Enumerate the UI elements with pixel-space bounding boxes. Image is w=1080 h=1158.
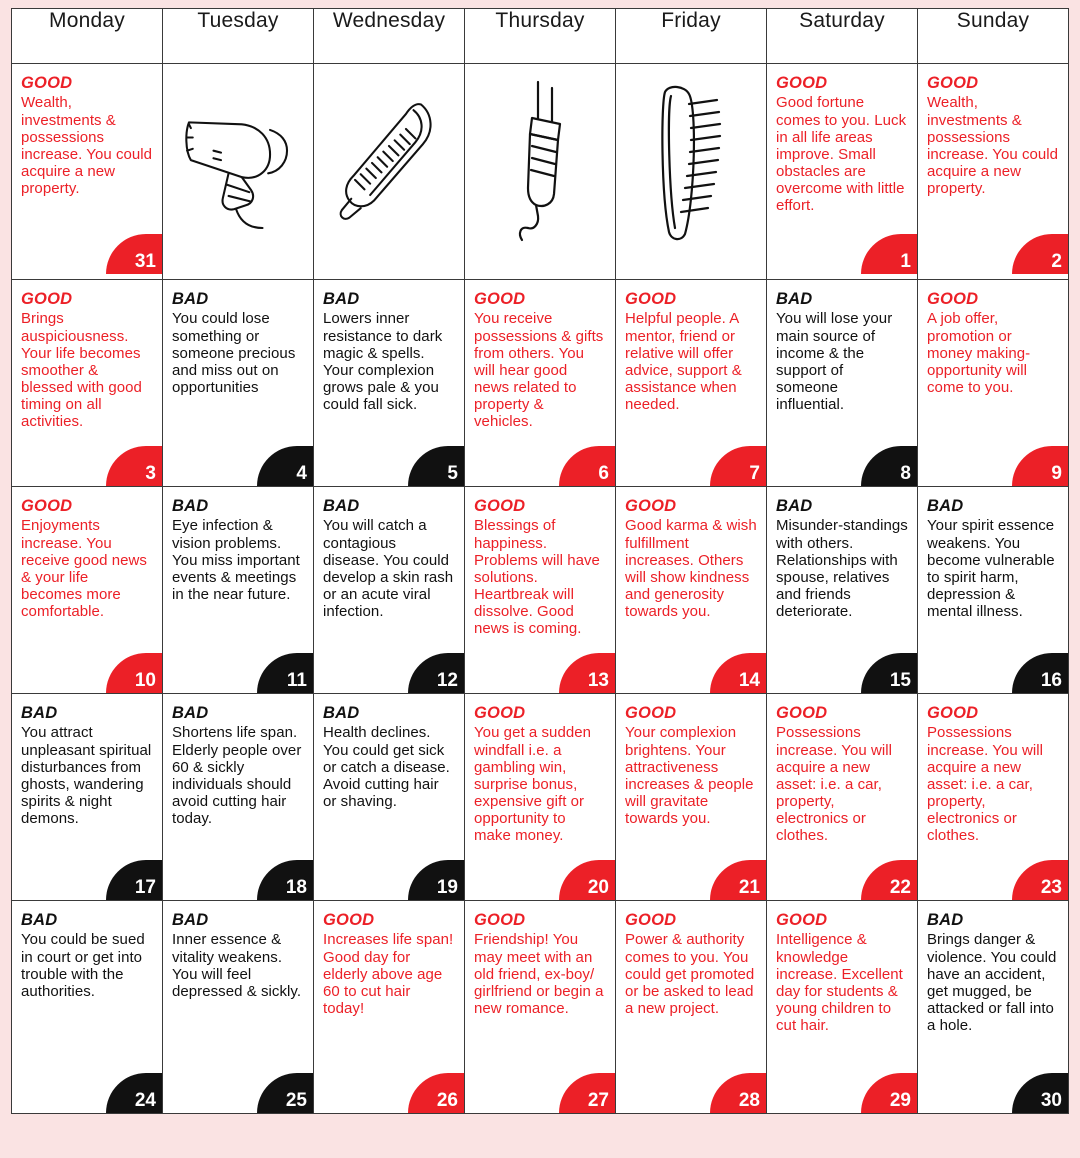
day-content [616, 487, 766, 693]
calendar-day-cell[interactable] [163, 64, 314, 280]
day-number: 6 [598, 463, 609, 484]
day-number: 1 [900, 251, 911, 272]
day-verdict: BAD [172, 911, 209, 929]
day-verdict: GOOD [474, 497, 526, 515]
day-verdict: GOOD [625, 497, 677, 515]
calendar-day-cell[interactable] [163, 694, 314, 901]
day-number-badge [1012, 860, 1068, 900]
day-content [314, 901, 464, 1113]
calendar-week-row [12, 280, 1069, 487]
day-verdict: BAD [172, 290, 209, 308]
calendar-day-cell[interactable] [767, 694, 918, 901]
day-description: Misunder-standings with others. Relationships with spouse, relatives and friends deteriorate. [776, 517, 908, 620]
day-number-badge [861, 1073, 917, 1113]
day-content [314, 694, 464, 900]
day-description: You could lose something or someone precious and miss out on opportunities [172, 310, 296, 396]
day-number-badge [257, 1073, 313, 1113]
day-number: 15 [889, 670, 911, 691]
day-description: Shortens life span. Elderly people over 60 & sickly individuals should avoid cutting hair today. [172, 724, 302, 827]
day-number: 24 [134, 1090, 156, 1111]
day-verdict: BAD [776, 290, 813, 308]
day-description: Good karma & wish fulfillment increases. Others will show kindness and generosity towards you. [625, 517, 757, 620]
day-content [465, 694, 615, 900]
day-content [163, 487, 313, 693]
day-number-badge [710, 1073, 766, 1113]
day-number-badge [408, 653, 464, 693]
calendar-week-row [12, 901, 1069, 1114]
day-content [12, 901, 162, 1113]
day-verdict: BAD [21, 911, 58, 929]
day-number-badge [106, 234, 162, 274]
day-verdict: GOOD [21, 74, 73, 92]
calendar-day-cell[interactable] [12, 694, 163, 901]
day-number-badge [861, 653, 917, 693]
calendar-day-cell[interactable] [12, 901, 163, 1114]
day-description: You attract unpleasant spiritual disturbances from ghosts, wandering spirits & night demons. [21, 724, 152, 827]
calendar-day-cell[interactable] [616, 694, 767, 901]
calendar-day-cell[interactable] [918, 694, 1069, 901]
day-number-badge [106, 653, 162, 693]
day-content [767, 901, 917, 1113]
day-number-badge [1012, 653, 1068, 693]
day-number: 7 [749, 463, 760, 484]
day-content [918, 694, 1068, 900]
day-description: Intelligence & knowledge increase. Excellent day for students & young children to cut hair. [776, 931, 903, 1034]
day-description: Eye infection & vision problems. You miss important events & meetings in the near future. [172, 517, 300, 603]
calendar-day-cell[interactable] [465, 64, 616, 280]
day-content [163, 694, 313, 900]
weekday-header-sunday: Sunday [918, 9, 1069, 64]
weekday-header-monday: Monday [12, 9, 163, 64]
calendar-day-cell[interactable] [616, 64, 767, 280]
curling-iron-icon [474, 74, 606, 249]
day-number-badge [710, 860, 766, 900]
day-description: Good fortune comes to you. Luck in all life areas improve. Small obstacles are overcome with little effort. [776, 94, 907, 215]
day-number: 18 [285, 877, 307, 898]
calendar-day-cell[interactable] [314, 64, 465, 280]
day-description: Enjoyments increase. You receive good news & your life becomes more comfortable. [21, 517, 147, 620]
day-verdict: BAD [172, 704, 209, 722]
day-verdict: BAD [323, 497, 360, 515]
calendar-day-cell[interactable] [616, 280, 767, 487]
day-description: Your spirit essence weakens. You become vulnerable to spirit harm, depression & mental illness. [927, 517, 1055, 620]
day-verdict: GOOD [474, 911, 526, 929]
calendar-day-cell[interactable] [465, 487, 616, 694]
day-description: Wealth, investments & possessions increase. You could acquire a new property. [21, 94, 153, 197]
day-content [465, 64, 615, 279]
hair-dryer-icon [172, 74, 304, 249]
day-content [465, 280, 615, 486]
day-number-badge [257, 653, 313, 693]
day-number-badge [559, 446, 615, 486]
day-number: 12 [436, 670, 458, 691]
day-verdict: BAD [776, 497, 813, 515]
calendar-day-cell[interactable] [918, 487, 1069, 694]
day-content [163, 64, 313, 279]
day-number: 21 [738, 877, 760, 898]
day-verdict: BAD [21, 704, 58, 722]
day-description: Power & authority comes to you. You could get promoted or be asked to lead a new project. [625, 931, 755, 1017]
day-content [12, 487, 162, 693]
day-number-badge [257, 446, 313, 486]
day-number: 17 [134, 877, 156, 898]
calendar-day-cell[interactable] [12, 64, 163, 280]
day-description: You will catch a contagious disease. You could develop a skin rash or an acute viral infection. [323, 517, 454, 620]
day-number-badge [408, 1073, 464, 1113]
day-content [163, 280, 313, 486]
day-description: Brings auspiciousness. Your life becomes smoother & blessed with good timing on all activities. [21, 310, 142, 431]
day-number: 9 [1051, 463, 1062, 484]
day-verdict: GOOD [776, 911, 828, 929]
calendar-day-cell[interactable] [314, 280, 465, 487]
day-description: Blessings of happiness. Problems will have solutions. Heartbreak will dissolve. Good news is coming. [474, 517, 600, 638]
day-number: 3 [145, 463, 156, 484]
day-number: 20 [587, 877, 609, 898]
day-number: 23 [1040, 877, 1062, 898]
calendar-day-cell[interactable] [767, 280, 918, 487]
day-number: 30 [1040, 1090, 1062, 1111]
day-number-badge [408, 446, 464, 486]
weekday-header-saturday: Saturday [767, 9, 918, 64]
weekday-header-thursday: Thursday [465, 9, 616, 64]
day-number: 25 [285, 1090, 307, 1111]
day-number: 4 [296, 463, 307, 484]
calendar-day-cell[interactable] [163, 280, 314, 487]
day-content [767, 280, 917, 486]
calendar-week-row [12, 64, 1069, 280]
day-number: 2 [1051, 251, 1062, 272]
day-content [163, 901, 313, 1113]
calendar-day-cell[interactable] [163, 487, 314, 694]
day-content [918, 901, 1068, 1113]
day-number-badge [408, 860, 464, 900]
calendar-day-cell[interactable] [918, 901, 1069, 1114]
day-number-badge [1012, 234, 1068, 274]
day-verdict: BAD [323, 290, 360, 308]
day-description: Wealth, investments & possessions increase. You could acquire a new property. [927, 94, 1059, 197]
day-content [12, 280, 162, 486]
day-number-badge [861, 234, 917, 274]
day-content [767, 694, 917, 900]
day-description: You get a sudden windfall i.e. a gambling win, surprise bonus, expensive gift or opportunity to make money. [474, 724, 592, 845]
day-description: Brings danger & violence. You could have an accident, get mugged, be attacked or fall into a hole. [927, 931, 1057, 1034]
calendar-day-cell[interactable] [767, 901, 918, 1114]
day-number-badge [106, 1073, 162, 1113]
day-verdict: GOOD [927, 74, 979, 92]
day-content [918, 487, 1068, 693]
day-description: You receive possessions & gifts from others. You will hear good news related to property & vehicles. [474, 310, 604, 431]
day-description: Possessions increase. You will acquire a new asset: i.e. a car, property, electronics or clothes. [776, 724, 892, 845]
day-verdict: GOOD [474, 704, 526, 722]
day-number: 11 [286, 670, 307, 691]
day-description: Increases life span! Good day for elderly above age 60 to cut hair today! [323, 931, 454, 1017]
day-content [767, 487, 917, 693]
day-content [314, 487, 464, 693]
calendar-day-cell[interactable] [918, 64, 1069, 280]
day-description: Possessions increase. You will acquire a new asset: i.e. a car, property, electronics or clothes. [927, 724, 1043, 845]
day-verdict: GOOD [927, 704, 979, 722]
day-description: Friendship! You may meet with an old friend, ex-boy/ girlfriend or begin a new romance. [474, 931, 604, 1017]
day-verdict: GOOD [323, 911, 375, 929]
day-number: 13 [587, 670, 609, 691]
calendar-day-cell[interactable] [918, 280, 1069, 487]
day-description: Helpful people. A mentor, friend or relative will offer advice, support & assistance when needed. [625, 310, 742, 413]
calendar-day-cell[interactable] [12, 487, 163, 694]
day-description: Health declines. You could get sick or catch a disease. Avoid cutting hair or shaving. [323, 724, 450, 810]
day-verdict: GOOD [625, 911, 677, 929]
day-number: 8 [900, 463, 911, 484]
day-verdict: GOOD [625, 704, 677, 722]
day-content [465, 901, 615, 1113]
calendar-body [12, 64, 1069, 1114]
calendar-day-cell[interactable] [465, 694, 616, 901]
calendar-day-cell[interactable] [314, 694, 465, 901]
day-content [314, 64, 464, 279]
day-content [314, 280, 464, 486]
day-number: 31 [134, 251, 156, 272]
day-verdict: GOOD [625, 290, 677, 308]
day-verdict: BAD [172, 497, 209, 515]
day-number: 28 [738, 1090, 760, 1111]
day-number: 14 [738, 670, 760, 691]
day-number: 16 [1040, 670, 1062, 691]
day-content [616, 280, 766, 486]
hair-brush-icon [323, 74, 455, 249]
day-number-badge [257, 860, 313, 900]
day-verdict: BAD [927, 497, 964, 515]
day-content [767, 64, 917, 274]
day-number: 5 [447, 463, 458, 484]
day-number: 29 [889, 1090, 911, 1111]
calendar-header [12, 9, 1069, 64]
day-description: A job offer, promotion or money making-opportunity will come to you. [927, 310, 1031, 396]
day-description: Inner essence & vitality weakens. You will feel depressed & sickly. [172, 931, 302, 1000]
day-description: Your complexion brightens. Your attractiveness increases & people will gravitate towards you. [625, 724, 754, 827]
day-number-badge [861, 860, 917, 900]
wide-comb-icon [625, 74, 757, 249]
day-number-badge [106, 446, 162, 486]
day-verdict: GOOD [776, 74, 828, 92]
day-content [616, 64, 766, 279]
calendar-day-cell[interactable] [465, 901, 616, 1114]
day-content [616, 694, 766, 900]
day-description: You could be sued in court or get into trouble with the authorities. [21, 931, 145, 1000]
calendar-day-cell[interactable] [12, 280, 163, 487]
day-verdict: GOOD [474, 290, 526, 308]
day-description: Lowers inner resistance to dark magic & spells. Your complexion grows pale & you could fall sick. [323, 310, 443, 413]
day-verdict: GOOD [21, 497, 73, 515]
day-number: 19 [436, 877, 458, 898]
day-verdict: GOOD [776, 704, 828, 722]
calendar-day-cell[interactable] [767, 64, 918, 280]
day-number-badge [710, 446, 766, 486]
weekday-header-row [12, 9, 1069, 64]
day-number-badge [1012, 1073, 1068, 1113]
day-content [12, 694, 162, 900]
weekday-header-wednesday: Wednesday [314, 9, 465, 64]
calendar-day-cell[interactable] [163, 901, 314, 1114]
day-content [465, 487, 615, 693]
day-content [616, 901, 766, 1113]
day-content [918, 64, 1068, 274]
weekday-header-tuesday: Tuesday [163, 9, 314, 64]
day-number: 22 [889, 877, 911, 898]
calendar-week-row [12, 487, 1069, 694]
calendar-day-cell[interactable] [767, 487, 918, 694]
day-verdict: BAD [323, 704, 360, 722]
calendar-day-cell[interactable] [314, 487, 465, 694]
day-verdict: GOOD [927, 290, 979, 308]
day-number-badge [710, 653, 766, 693]
day-description: You will lose your main source of income & the support of someone influential. [776, 310, 893, 413]
day-number: 10 [134, 670, 156, 691]
day-number: 27 [587, 1090, 609, 1111]
day-number-badge [559, 653, 615, 693]
weekday-header-friday: Friday [616, 9, 767, 64]
calendar-day-cell[interactable] [465, 280, 616, 487]
hair-cutting-calendar [11, 8, 1069, 1114]
day-number-badge [1012, 446, 1068, 486]
calendar-day-cell[interactable] [616, 487, 767, 694]
day-content [918, 280, 1068, 486]
day-number-badge [559, 860, 615, 900]
day-number: 26 [436, 1090, 458, 1111]
day-number-badge [559, 1073, 615, 1113]
calendar-week-row [12, 694, 1069, 901]
day-number-badge [106, 860, 162, 900]
day-content [12, 64, 162, 274]
day-verdict: BAD [927, 911, 964, 929]
day-verdict: GOOD [21, 290, 73, 308]
day-number-badge [861, 446, 917, 486]
calendar-day-cell[interactable] [314, 901, 465, 1114]
calendar-day-cell[interactable] [616, 901, 767, 1114]
